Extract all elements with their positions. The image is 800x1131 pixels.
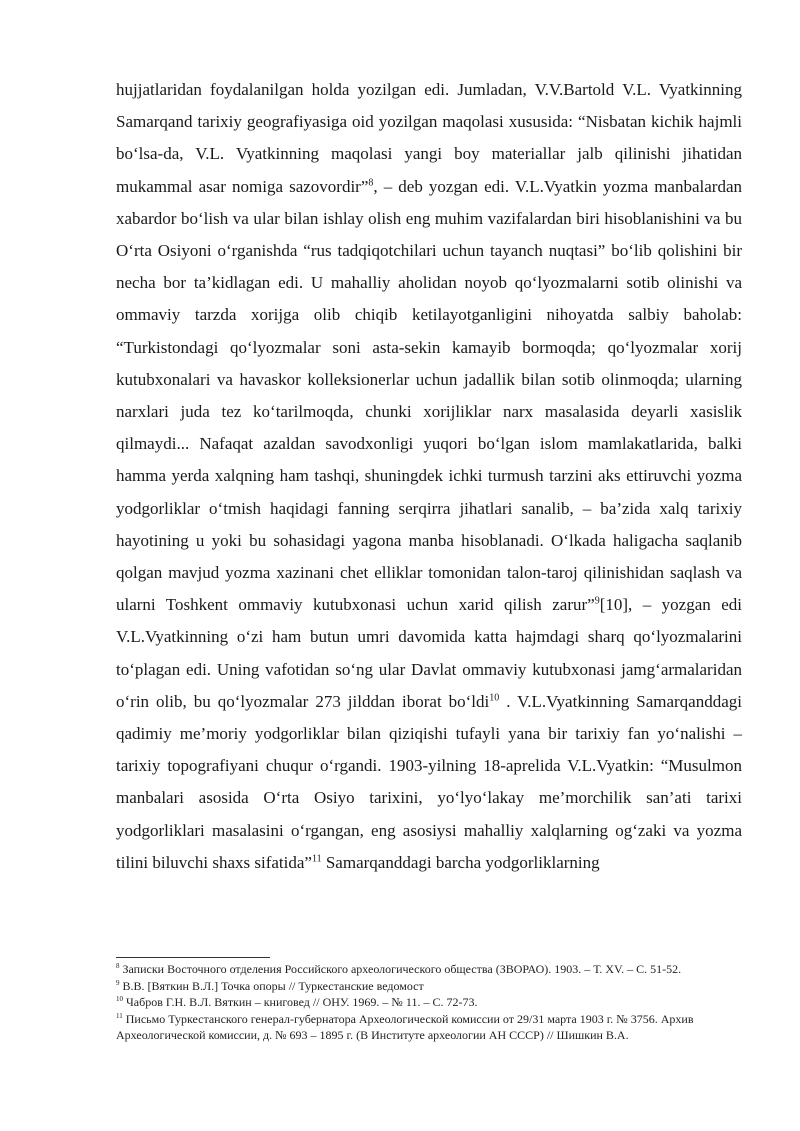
footnote-text: Письмо Туркестанского генерал-губернатора Археологической комиссии от 29/31 марта 1903 г. № 3756. Архив Археологической комиссии, д. № 693 – 1895 г. (В Институте археологии АН СССР) // Шишкин В.А.: [116, 1011, 694, 1043]
text-segment: . V.L.Vyatkinning Samarqanddagi qadimiy me’moriy yodgorliklar bilan qiziqishi tufayli yana bir tarixiy fan yo‘nalishi – tarixiy topografiyani chuqur o‘rgandi. 1903-yilning 18-aprelida V.L.Vyatkin: “Musulmon manbalari asosida O‘rta Osiyo tarixini, yo‘lyo‘lakay me’morchilik san’ati tarixi yodgorliklari masalasini o‘rgangan, eng asosiysi mahalliy xalqlarning og‘zaki va yozma tilini biluvchi shaxs sifatida”: [116, 691, 742, 872]
footnote-mark: 10: [116, 995, 123, 1004]
footnote-10: [116, 994, 742, 1011]
text-segment: , – deb yozgan edi. V.L.Vyatkin yozma manbalardan xabardor bo‘lish va ular bilan ishlay olish eng muhim vazifalardan biri hisoblanishini va bu O‘rta Osiyoni o‘rganishda “rus tadqiqotchilari uchun tayanch nuqtasi” bo‘lib qolishini bir necha bor ta’kidlagan edi. U mahalliy aholidan noyob qo‘lyozmalarni sotib olinishi va ommaviy tarzda xorijga olib chiqib ketilayotganligini nihoyatda salbiy baholab: “Turkistondagi qo‘lyozmalar soni asta-sekin kamayib bormoqda; qo‘lyozmalar xorij kutubxonalari va havaskor kolleksionerlar uchun jadallik bilan sotib olinmoqda; ularning narxlari juda tez ko‘tarilmoqda, chunki xorijliklar narx masalasida deyarli xasislik qilmaydi... Nafaqat azaldan savodxonligi yuqori bo‘lgan islom mamlakatlarida, balki hamma yerda xalqning ham tashqi, shuningdek ichki turmush tarzini aks ettiruvchi yozma yodgorliklar o‘tmish haqidagi fanning serqirra jihatlari sanalib, – ba’zida xalq tarixiy hayotining u yoki bu sohasidagi yagona manba hisoblanadi. O‘lkada haligacha saqlanib qolgan mavjud yozma xazinani chet elliklar tomonidan talon-taroj qilinishidan saqlash va ularni Toshkent ommaviy kutubxonasi uchun xarid qilish zarur”: [116, 176, 743, 615]
footnote-mark: 9: [116, 978, 120, 987]
footnote-11: [116, 1011, 742, 1044]
text-segment: Samarqanddagi barcha yodgorliklarning: [321, 852, 600, 872]
footnote-8: [116, 961, 742, 978]
paragraph: [116, 74, 742, 879]
footnote-text: В.В. [Вяткин В.Л.] Точка опоры // Туркестанские ведомост: [119, 978, 424, 993]
footnote-9: [116, 978, 742, 995]
footnote-mark: 8: [116, 962, 120, 970]
text-segment: [10], – yozgan edi V.L.Vyatkinning o‘zi ham butun umri davomida katta hajmdagi sharq qo‘lyozmalarini to‘plagan edi. Uning vafotidan so‘ng ular Davlat ommaviy kutubxonasi jamg‘armalaridan o‘rin olib, bu qo‘lyozmalar 273 jilddan iborat bo‘ldi: [116, 595, 742, 711]
footnote-text: Чабров Г.Н. В.Л. Вяткин – книговед // ОНУ. 1969. – № 11. – С. 72-73.: [123, 995, 478, 1010]
footnote-ref[interactable]: 9: [594, 595, 600, 607]
footnote-divider: [116, 957, 270, 958]
footnote-text: Записки Восточного отделения Российского археологического общества (ЗВОРАО). 1903. – Т. XV. – С. 51-52.: [119, 962, 682, 976]
footnote-ref[interactable]: 10: [489, 692, 500, 704]
footnote-ref[interactable]: 8: [368, 176, 374, 188]
footnote-mark: 11: [116, 1011, 123, 1020]
body-paragraph: [116, 74, 742, 879]
footnote-ref[interactable]: 11: [311, 853, 322, 865]
footnotes: [116, 961, 742, 1044]
text-segment: hujjatlaridan foydalanilgan holda yozilgan edi. Jumladan, V.V.Bartold V.L. Vyatkinning Samarqand tarixiy geografiyasiga oid yozilgan maqolasi xususida: “Nisbatan kichik hajmli bo‘lsa-da, V.L. Vyatkinning maqolasi yangi boy materiallar jalb qilinishi jihatidan mukammal asar nomiga sazovordir”: [116, 80, 742, 196]
